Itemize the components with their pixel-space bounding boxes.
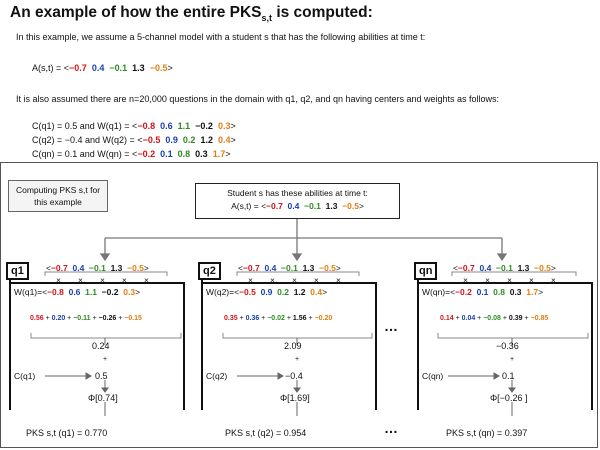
coln-plus: + bbox=[510, 356, 515, 363]
col2-abilities: <−0.7 0.4 −0.1 1.3 −0.5> bbox=[238, 263, 341, 273]
col1-products: 0.56 + 0.20 + −0.11 + −0.26 + −0.15 bbox=[30, 315, 142, 322]
col2-pks: PKS s,t (q2) = 0.954 bbox=[225, 428, 307, 438]
col1-center-value: 0.5 bbox=[95, 371, 108, 381]
tag-q1: q1 bbox=[6, 262, 29, 280]
col2-center-label: C(q2) bbox=[206, 371, 228, 381]
col2-center-value: −0.4 bbox=[285, 371, 303, 381]
col2-products: 0.35 + 0.36 + −0.02 + 1.56 + −0.20 bbox=[224, 315, 333, 322]
question-def-qn: C(qn) = 0.1 and W(qn) = <−0.2 0.1 0.8 0.3 1.7> bbox=[32, 149, 231, 159]
col1-sum: 0.24 bbox=[92, 341, 110, 351]
student-box-line1: Student s has these abilities at time t: bbox=[227, 188, 368, 198]
ellipsis-middle: … bbox=[384, 318, 398, 334]
ellipsis-bottom: … bbox=[384, 420, 398, 436]
computing-note: Computing PKS s,t for this example bbox=[8, 180, 108, 212]
student-abilities-box bbox=[195, 183, 400, 219]
col1-weights: W(q1)=<−0.8 0.6 1.1 −0.2 0.3> bbox=[14, 287, 141, 297]
coln-phi: Φ[−0.26 ] bbox=[490, 393, 528, 403]
col1-center-label: C(q1) bbox=[14, 371, 36, 381]
abilities-line: A(s,t) = <−0.7 0.4 −0.1 1.3 −0.5> bbox=[32, 63, 173, 73]
coln-center-label: C(qn) bbox=[422, 371, 444, 381]
col2-sum: 2.09 bbox=[284, 341, 302, 351]
coln-pks: PKS s,t (qn) = 0.397 bbox=[446, 428, 528, 438]
page-title: An example of how the entire $PKS_{s,t}$ is computed: bbox=[10, 4, 373, 24]
coln-center-value: 0.1 bbox=[502, 371, 515, 381]
intro-text: In this example, we assume a 5-channel model with a student s that has the following abilities at time t: bbox=[16, 32, 426, 42]
tag-qn: qn bbox=[414, 262, 437, 280]
col1-pks: PKS s,t (q1) = 0.770 bbox=[26, 428, 108, 438]
col1-times: ××××× bbox=[56, 275, 166, 285]
col2-phi: Φ[1.69] bbox=[280, 393, 310, 403]
col2-plus: + bbox=[295, 356, 300, 363]
assumption-text: It is also assumed there are n=20,000 questions in the domain with q1, q2, and qn having centers and weights as follows: bbox=[16, 94, 500, 104]
coln-abilities: <−0.7 0.4 −0.1 1.3 −0.5> bbox=[453, 263, 556, 273]
question-def-q2: C(q2) = −0.4 and W(q2) = <−0.5 0.9 0.2 1.2 0.4> bbox=[32, 135, 236, 145]
coln-products: 0.14 + 0.04 + −0.08 + 0.39 + −0.85 bbox=[440, 315, 549, 322]
col1-abilities: <−0.7 0.4 −0.1 1.3 −0.5> bbox=[46, 263, 149, 273]
col2-weights: W(q2)=<−0.5 0.9 0.2 1.2 0.4> bbox=[206, 287, 328, 297]
coln-times: ××××× bbox=[463, 275, 573, 285]
coln-sum: −0.36 bbox=[496, 341, 519, 351]
tag-q2: q2 bbox=[198, 262, 221, 280]
col2-times: ××××× bbox=[248, 275, 358, 285]
student-box-abilities: A(s,t) = <−0.7 0.4 −0.1 1.3 −0.5> bbox=[231, 201, 364, 211]
question-def-q1: C(q1) = 0.5 and W(q1) = <−0.8 0.6 1.1 −0.2 0.3> bbox=[32, 121, 236, 131]
col1-plus: + bbox=[103, 356, 108, 363]
coln-weights: W(qn)=<−0.2 0.1 0.8 0.3 1.7> bbox=[422, 287, 544, 297]
col1-phi: Φ[0.74] bbox=[88, 393, 118, 403]
